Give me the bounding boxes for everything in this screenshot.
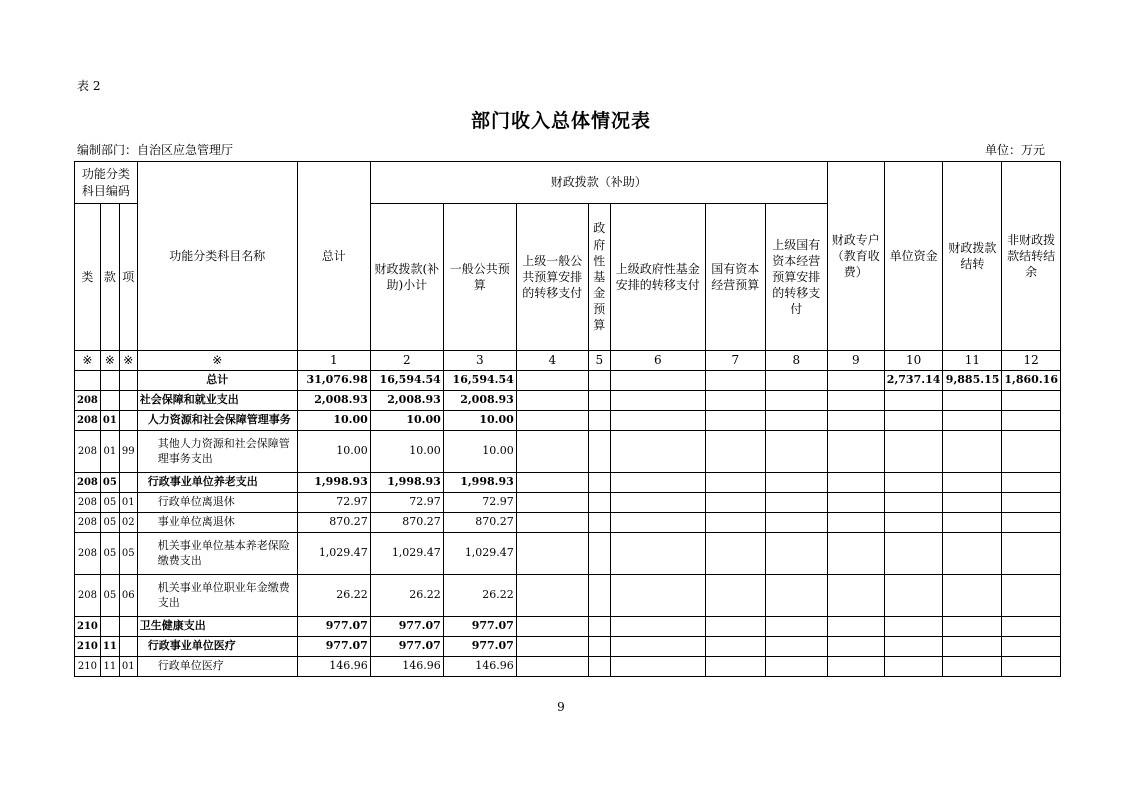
fiscal-carryover-cell [943, 533, 1002, 575]
subject-name-cell: 机关事业单位职业年金缴费支出 [137, 575, 297, 617]
transfer-general-cell [516, 657, 588, 677]
gov-fund-cell [588, 513, 610, 533]
subject-name-cell: 机关事业单位基本养老保险缴费支出 [137, 533, 297, 575]
subject-name-cell: 事业单位离退休 [137, 513, 297, 533]
index-cell: ※ [75, 351, 101, 371]
index-cell: 11 [943, 351, 1002, 371]
special-account-cell [827, 637, 884, 657]
transfer-general-cell [516, 391, 588, 411]
total-cell: 31,076.98 [297, 371, 370, 391]
fiscal-subtotal-cell: 72.97 [370, 493, 443, 513]
code-xiang-cell [119, 371, 137, 391]
special-account-cell [827, 391, 884, 411]
general-budget-cell: 26.22 [443, 575, 516, 617]
state-capital-cell [705, 513, 765, 533]
index-cell: 4 [516, 351, 588, 371]
general-budget-cell: 977.07 [443, 637, 516, 657]
gov-fund-cell [588, 533, 610, 575]
unit-funds-cell [884, 513, 943, 533]
unit-funds-cell [884, 473, 943, 493]
fiscal-carryover-cell [943, 473, 1002, 493]
state-capital-cell [705, 411, 765, 431]
transfer-general-cell [516, 533, 588, 575]
index-cell: 1 [297, 351, 370, 371]
code-xiang-cell: 06 [119, 575, 137, 617]
index-cell: 12 [1002, 351, 1061, 371]
gov-fund-cell [588, 637, 610, 657]
state-capital-cell [705, 617, 765, 637]
general-budget-cell: 72.97 [443, 493, 516, 513]
transfer-general-cell [516, 617, 588, 637]
general-budget-cell: 2,008.93 [443, 391, 516, 411]
index-cell: 7 [705, 351, 765, 371]
state-capital-cell [705, 473, 765, 493]
index-cell: 8 [765, 351, 827, 371]
gov-fund-cell [588, 617, 610, 637]
total-cell: 72.97 [297, 493, 370, 513]
transfer-capital-cell [765, 657, 827, 677]
subject-name-cell: 行政事业单位养老支出 [137, 473, 297, 493]
subject-name-cell: 总计 [137, 371, 297, 391]
code-kuan-cell: 11 [100, 637, 119, 657]
unit-funds-cell [884, 533, 943, 575]
unit-label: 单位：万元 [985, 143, 1046, 157]
index-cell: 10 [884, 351, 943, 371]
unit-funds-cell [884, 391, 943, 411]
header-unit-funds: 单位资金 [884, 162, 943, 351]
transfer-fund-cell [610, 513, 705, 533]
index-cell: 5 [588, 351, 610, 371]
subject-name-cell: 社会保障和就业支出 [137, 391, 297, 411]
general-budget-cell: 1,029.47 [443, 533, 516, 575]
general-budget-cell: 977.07 [443, 617, 516, 637]
transfer-fund-cell [610, 657, 705, 677]
transfer-capital-cell [765, 493, 827, 513]
nonfiscal-carryover-cell [1002, 617, 1061, 637]
index-cell: ※ [100, 351, 119, 371]
transfer-capital-cell [765, 431, 827, 473]
fiscal-subtotal-cell: 977.07 [370, 637, 443, 657]
total-cell: 870.27 [297, 513, 370, 533]
code-kuan-cell: 05 [100, 473, 119, 493]
subject-name-cell: 行政单位医疗 [137, 657, 297, 677]
index-cell: ※ [137, 351, 297, 371]
code-lei-cell: 210 [75, 617, 101, 637]
unit-funds-cell [884, 493, 943, 513]
table-row [75, 617, 1061, 637]
general-budget-cell: 146.96 [443, 657, 516, 677]
total-cell: 10.00 [297, 411, 370, 431]
fiscal-carryover-cell [943, 637, 1002, 657]
transfer-capital-cell [765, 391, 827, 411]
nonfiscal-carryover-cell [1002, 575, 1061, 617]
gov-fund-cell [588, 493, 610, 513]
code-kuan-cell [100, 617, 119, 637]
nonfiscal-carryover-cell [1002, 533, 1061, 575]
fiscal-subtotal-cell: 870.27 [370, 513, 443, 533]
subject-name-cell: 其他人力资源和社会保障管理事务支出 [137, 431, 297, 473]
transfer-capital-cell [765, 513, 827, 533]
revenue-table [74, 161, 1061, 677]
transfer-fund-cell [610, 431, 705, 473]
index-cell: 2 [370, 351, 443, 371]
code-kuan-cell: 05 [100, 493, 119, 513]
index-row [75, 351, 1061, 371]
transfer-general-cell [516, 513, 588, 533]
code-kuan-cell: 05 [100, 513, 119, 533]
page-title: 部门收入总体情况表 [470, 110, 651, 132]
general-budget-cell: 1,998.93 [443, 473, 516, 493]
transfer-fund-cell [610, 391, 705, 411]
code-lei-cell: 208 [75, 431, 101, 473]
code-xiang-cell [119, 411, 137, 431]
fiscal-carryover-cell [943, 513, 1002, 533]
code-lei-cell: 210 [75, 637, 101, 657]
subject-name-cell: 行政单位离退休 [137, 493, 297, 513]
header-nonfiscal-carryover: 非财政拨款结转结余 [1002, 162, 1061, 351]
code-kuan-cell: 01 [100, 431, 119, 473]
header-kuan: 款 [100, 204, 119, 351]
total-cell: 146.96 [297, 657, 370, 677]
fiscal-carryover-cell [943, 391, 1002, 411]
nonfiscal-carryover-cell [1002, 657, 1061, 677]
total-cell: 2,008.93 [297, 391, 370, 411]
state-capital-cell [705, 493, 765, 513]
transfer-general-cell [516, 473, 588, 493]
fiscal-carryover-cell [943, 431, 1002, 473]
table-row [75, 431, 1061, 473]
transfer-capital-cell [765, 575, 827, 617]
unit-funds-cell [884, 575, 943, 617]
code-kuan-cell [100, 391, 119, 411]
nonfiscal-carryover-cell [1002, 391, 1061, 411]
table-row [75, 391, 1061, 411]
code-xiang-cell [119, 391, 137, 411]
code-kuan-cell: 05 [100, 575, 119, 617]
special-account-cell [827, 473, 884, 493]
code-kuan-cell: 05 [100, 533, 119, 575]
general-budget-cell: 10.00 [443, 431, 516, 473]
special-account-cell [827, 371, 884, 391]
code-xiang-cell [119, 473, 137, 493]
fiscal-subtotal-cell: 1,998.93 [370, 473, 443, 493]
transfer-fund-cell [610, 637, 705, 657]
header-general-budget: 一般公共预算 [443, 204, 516, 351]
fiscal-subtotal-cell: 16,594.54 [370, 371, 443, 391]
header-fiscal-subtotal: 财政拨款(补助)小计 [370, 204, 443, 351]
transfer-capital-cell [765, 411, 827, 431]
code-kuan-cell: 11 [100, 657, 119, 677]
index-cell: 3 [443, 351, 516, 371]
header-gov-fund: 政府性基金预算 [588, 204, 610, 351]
total-cell: 10.00 [297, 431, 370, 473]
fiscal-carryover-cell [943, 493, 1002, 513]
header-state-capital: 国有资本经营预算 [705, 204, 765, 351]
transfer-capital-cell [765, 617, 827, 637]
special-account-cell [827, 493, 884, 513]
fiscal-subtotal-cell: 10.00 [370, 411, 443, 431]
header-transfer-general: 上级一般公共预算安排的转移支付 [516, 204, 588, 351]
transfer-general-cell [516, 637, 588, 657]
table-row [75, 513, 1061, 533]
table-row [75, 473, 1061, 493]
unit-funds-cell: 2,737.14 [884, 371, 943, 391]
total-cell: 1,029.47 [297, 533, 370, 575]
general-budget-cell: 870.27 [443, 513, 516, 533]
code-lei-cell: 208 [75, 493, 101, 513]
index-cell: ※ [119, 351, 137, 371]
table-row [75, 493, 1061, 513]
transfer-general-cell [516, 493, 588, 513]
fiscal-carryover-cell [943, 575, 1002, 617]
code-xiang-cell: 01 [119, 657, 137, 677]
code-lei-cell: 208 [75, 513, 101, 533]
code-xiang-cell: 02 [119, 513, 137, 533]
fiscal-subtotal-cell: 146.96 [370, 657, 443, 677]
transfer-fund-cell [610, 575, 705, 617]
code-lei-cell: 210 [75, 657, 101, 677]
transfer-fund-cell [610, 617, 705, 637]
fiscal-subtotal-cell: 10.00 [370, 431, 443, 473]
state-capital-cell [705, 637, 765, 657]
code-xiang-cell: 05 [119, 533, 137, 575]
subject-name-cell: 行政事业单位医疗 [137, 637, 297, 657]
nonfiscal-carryover-cell [1002, 411, 1061, 431]
header-subject-name: 功能分类科目名称 [137, 162, 297, 351]
gov-fund-cell [588, 391, 610, 411]
special-account-cell [827, 575, 884, 617]
header-transfer-capital: 上级国有资本经营预算安排的转移支付 [765, 204, 827, 351]
header-lei: 类 [75, 204, 101, 351]
nonfiscal-carryover-cell [1002, 513, 1061, 533]
unit-funds-cell [884, 657, 943, 677]
transfer-fund-cell [610, 473, 705, 493]
general-budget-cell: 10.00 [443, 411, 516, 431]
total-cell: 1,998.93 [297, 473, 370, 493]
code-xiang-cell: 99 [119, 431, 137, 473]
index-cell: 9 [827, 351, 884, 371]
table-body [75, 371, 1061, 677]
gov-fund-cell [588, 371, 610, 391]
special-account-cell [827, 513, 884, 533]
table-number: 表 2 [77, 79, 101, 93]
nonfiscal-carryover-cell [1002, 473, 1061, 493]
header-transfer-fund: 上级政府性基金安排的转移支付 [610, 204, 705, 351]
transfer-general-cell [516, 431, 588, 473]
special-account-cell [827, 657, 884, 677]
nonfiscal-carryover-cell [1002, 493, 1061, 513]
gov-fund-cell [588, 431, 610, 473]
unit-funds-cell [884, 431, 943, 473]
special-account-cell [827, 617, 884, 637]
subject-name-cell: 人力资源和社会保障管理事务 [137, 411, 297, 431]
total-cell: 26.22 [297, 575, 370, 617]
state-capital-cell [705, 391, 765, 411]
gov-fund-cell [588, 473, 610, 493]
code-kuan-cell: 01 [100, 411, 119, 431]
code-lei-cell: 208 [75, 391, 101, 411]
table-row [75, 657, 1061, 677]
code-xiang-cell [119, 637, 137, 657]
transfer-fund-cell [610, 533, 705, 575]
fiscal-subtotal-cell: 977.07 [370, 617, 443, 637]
transfer-general-cell [516, 411, 588, 431]
transfer-capital-cell [765, 473, 827, 493]
nonfiscal-carryover-cell [1002, 431, 1061, 473]
gov-fund-cell [588, 657, 610, 677]
nonfiscal-carryover-cell: 1,860.16 [1002, 371, 1061, 391]
page-number: 9 [557, 700, 565, 714]
transfer-capital-cell [765, 371, 827, 391]
fiscal-carryover-cell [943, 617, 1002, 637]
total-cell: 977.07 [297, 637, 370, 657]
special-account-cell [827, 533, 884, 575]
transfer-general-cell [516, 575, 588, 617]
header-xiang: 项 [119, 204, 137, 351]
fiscal-subtotal-cell: 1,029.47 [370, 533, 443, 575]
unit-funds-cell [884, 411, 943, 431]
table-row [75, 371, 1061, 391]
table-row [75, 533, 1061, 575]
header-special-account: 财政专户（教育收费） [827, 162, 884, 351]
code-lei-cell: 208 [75, 575, 101, 617]
state-capital-cell [705, 431, 765, 473]
transfer-fund-cell [610, 371, 705, 391]
header-fiscal-carryover: 财政拨款结转 [943, 162, 1002, 351]
state-capital-cell [705, 533, 765, 575]
code-xiang-cell: 01 [119, 493, 137, 513]
header-code-group: 功能分类科目编码 [75, 162, 138, 204]
state-capital-cell [705, 371, 765, 391]
index-cell: 6 [610, 351, 705, 371]
code-lei-cell: 208 [75, 411, 101, 431]
state-capital-cell [705, 657, 765, 677]
department-label: 编制部门：自治区应急管理厅 [77, 143, 234, 157]
total-cell: 977.07 [297, 617, 370, 637]
general-budget-cell: 16,594.54 [443, 371, 516, 391]
code-lei-cell: 208 [75, 473, 101, 493]
transfer-capital-cell [765, 637, 827, 657]
fiscal-carryover-cell [943, 411, 1002, 431]
subject-name-cell: 卫生健康支出 [137, 617, 297, 637]
special-account-cell [827, 431, 884, 473]
fiscal-carryover-cell: 9,885.15 [943, 371, 1002, 391]
fiscal-subtotal-cell: 26.22 [370, 575, 443, 617]
state-capital-cell [705, 575, 765, 617]
transfer-fund-cell [610, 493, 705, 513]
transfer-capital-cell [765, 533, 827, 575]
table-row [75, 411, 1061, 431]
unit-funds-cell [884, 637, 943, 657]
transfer-fund-cell [610, 411, 705, 431]
code-kuan-cell [100, 371, 119, 391]
unit-funds-cell [884, 617, 943, 637]
table-row [75, 637, 1061, 657]
fiscal-subtotal-cell: 2,008.93 [370, 391, 443, 411]
header-fiscal-group: 财政拨款（补助） [370, 162, 827, 204]
nonfiscal-carryover-cell [1002, 637, 1061, 657]
fiscal-carryover-cell [943, 657, 1002, 677]
header-total: 总计 [297, 162, 370, 351]
table-row [75, 575, 1061, 617]
code-lei-cell: 208 [75, 533, 101, 575]
code-lei-cell [75, 371, 101, 391]
code-xiang-cell [119, 617, 137, 637]
special-account-cell [827, 411, 884, 431]
gov-fund-cell [588, 411, 610, 431]
transfer-general-cell [516, 371, 588, 391]
gov-fund-cell [588, 575, 610, 617]
